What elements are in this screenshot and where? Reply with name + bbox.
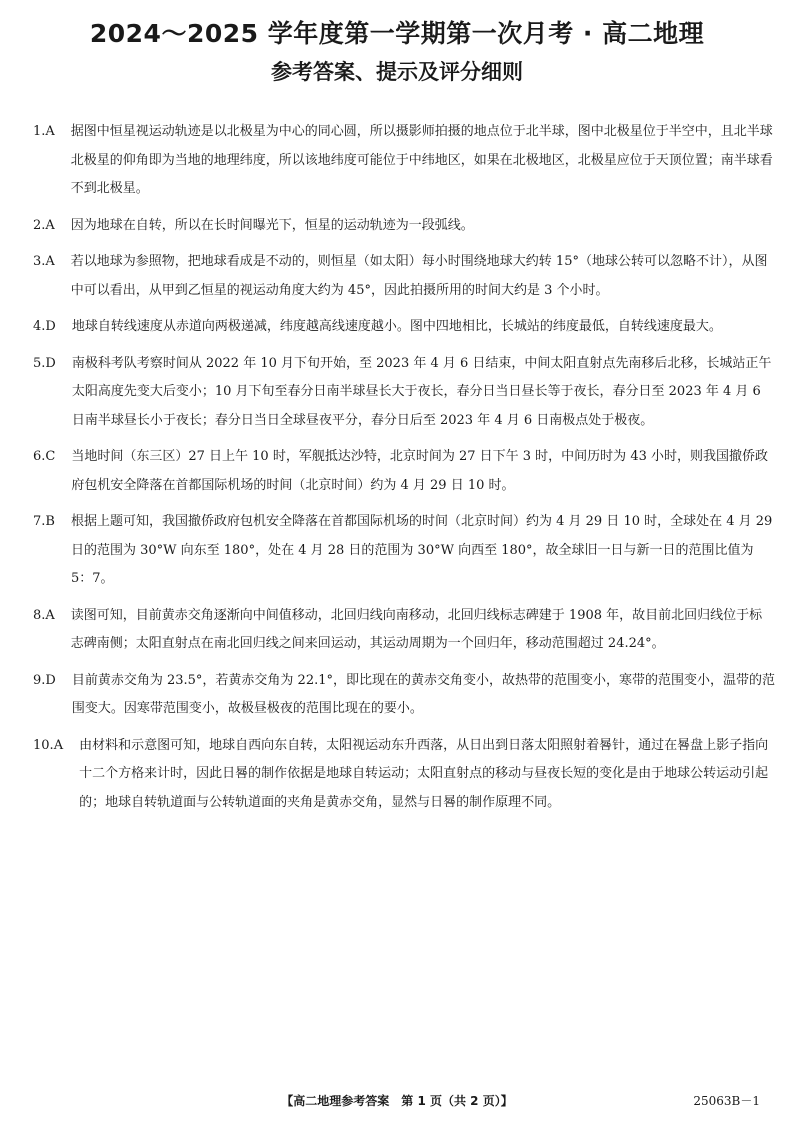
answer-letter: A <box>45 607 55 623</box>
answer-item <box>33 667 775 724</box>
answer-item <box>33 508 775 594</box>
question-number: 2. <box>33 217 46 233</box>
answer-letter: D <box>45 355 56 371</box>
answer-explanation: 地球自转线速度从赤道向两极递减，纬度越高线速度越小。图中四地相比，长城站的纬度最低，自转线速度最大。 <box>71 319 722 334</box>
answer-explanation: 目前黄赤交角为 23.5°，若黄赤交角为 22.1°，即比现在的黄赤交角变小，故热带的范围变小，寒带的范围变小，温带的范围变大。因寒带范围变小，故极昼极夜的范围比现在的要小。 <box>71 672 775 716</box>
question-number: 7. <box>33 514 46 529</box>
footer-page-label: 【高二地理参考答案 第 1 页（共 2 页）】 <box>281 1094 513 1108</box>
question-number: 4. <box>33 319 46 334</box>
question-number: 1. <box>33 124 46 139</box>
answer-item <box>33 443 775 500</box>
answer-explanation: 据图中恒星视运动轨迹是以北极星为中心的同心圆，所以摄影师拍摄的地点位于北半球，图中北极星位于半空中，且北半球北极星的仰角即为当地的地理纬度，所以该地纬度可能位于中纬地区，如果在北极地区，北极星应位于天顶位置；南半球看不到北极星。 <box>70 124 773 196</box>
answer-explanation: 若以地球为参照物，把地球看成是不动的，则恒星（如太阳）每小时围绕地球大约转 15°（地球公转可以忽略不计），从图中可以看出，从甲到乙恒星的视运动角度大约为 45°，因此拍摄所用的时间大约是 3 个小时。 <box>70 254 768 298</box>
answer-explanation: 当地时间（东三区）27 日上午 10 时，军舰抵达沙特，北京时间为 27 日下午 3 时，中间历时为 43 小时，则我国撤侨政府包机安全降落在首都国际机场的时间（北京时间）约为 4 月 29 日 10 时。 <box>71 449 768 493</box>
answer-item <box>33 732 775 818</box>
footer-doc-code: 25063B－1 <box>693 1094 760 1108</box>
answer-letter: A <box>53 737 64 753</box>
answer-explanation: 根据上题可知，我国撤侨政府包机安全降落在首都国际机场的时间（北京时间）约为 4 月 29 日 10 时，全球处在 4 月 29 日的范围为 30°W 向东至 180°，处在 4 月 28 日的范围为 30°W 向西至 180°，故全球旧一日与新一日的范围比值为 5：7。 <box>70 514 773 586</box>
answer-letter: D <box>45 672 56 688</box>
page-footer <box>0 1092 794 1112</box>
answer-letter: C <box>45 449 56 464</box>
answer-letter: D <box>45 319 56 334</box>
answer-item <box>33 313 775 342</box>
answer-letter: A <box>45 254 55 269</box>
answer-item <box>33 212 775 241</box>
answer-explanation: 由材料和示意图可知，地球自西向东自转，太阳视运动东升西落，从日出到日落太阳照射着晷针，通过在晷盘上影子指向十二个方格来计时，因此日晷的制作依据是地球自转运动；太阳直射点的移动与昼夜长短的变化是由于地球公转运动引起的；地球自转轨道面与公转轨道面的夹角是黄赤交角，显然与日晷的制作原理不同。 <box>79 737 769 810</box>
page-subtitle: 参考答案、提示及评分细则 <box>271 60 523 84</box>
question-number: 6. <box>33 449 46 464</box>
answer-list <box>33 118 775 825</box>
answer-item-head <box>33 118 71 204</box>
answer-item-head <box>33 212 71 241</box>
answer-item <box>33 602 775 659</box>
question-number: 10. <box>33 737 54 753</box>
answer-item-head <box>33 443 71 500</box>
answer-item-head <box>33 248 71 305</box>
answer-item-head <box>33 350 72 436</box>
question-number: 3. <box>33 254 46 269</box>
answer-explanation: 南极科考队考察时间从 2022 年 10 月下旬开始，至 2023 年 4 月 6 日结束，中间太阳直射点先南移后北移，长城站正午太阳高度先变大后变小；10 月下旬至春分日南半球昼长大于夜长，春分日当日昼长等于夜长，春分日至 2023 年 4 月 6 日南半球昼长小于夜长；春分日当日全球昼夜平分，春分日后至 2023 年 4 月 6 日南极点处于极夜。 <box>71 355 772 428</box>
answer-explanation: 因为地球在自转，所以在长时间曝光下，恒星的运动轨迹为一段弧线。 <box>70 217 474 233</box>
answer-item-head <box>33 602 71 659</box>
question-number: 8. <box>33 607 46 623</box>
answer-item <box>33 350 775 436</box>
answer-item-head <box>33 508 71 594</box>
page-title: 2024～2025 学年度第一学期第一次月考 · 高二地理 <box>89 19 705 48</box>
answer-item-head <box>33 732 79 818</box>
question-number: 5. <box>33 355 46 371</box>
answer-item <box>33 248 775 305</box>
answer-letter: B <box>45 514 55 529</box>
question-number: 9. <box>33 672 46 688</box>
answer-letter: A <box>45 124 55 139</box>
answer-explanation: 读图可知，目前黄赤交角逐渐向中间值移动，北回归线向南移动，北回归线标志碑建于 1908 年，故目前北回归线位于标志碑南侧；太阳直射点在南北回归线之间来回运动，其运动周期为一个回归年，移动范围超过 24.24°。 <box>70 607 763 651</box>
answer-item <box>33 118 775 204</box>
answer-item-head <box>33 667 72 724</box>
answer-item-head <box>33 313 72 342</box>
answer-letter: A <box>45 217 55 233</box>
